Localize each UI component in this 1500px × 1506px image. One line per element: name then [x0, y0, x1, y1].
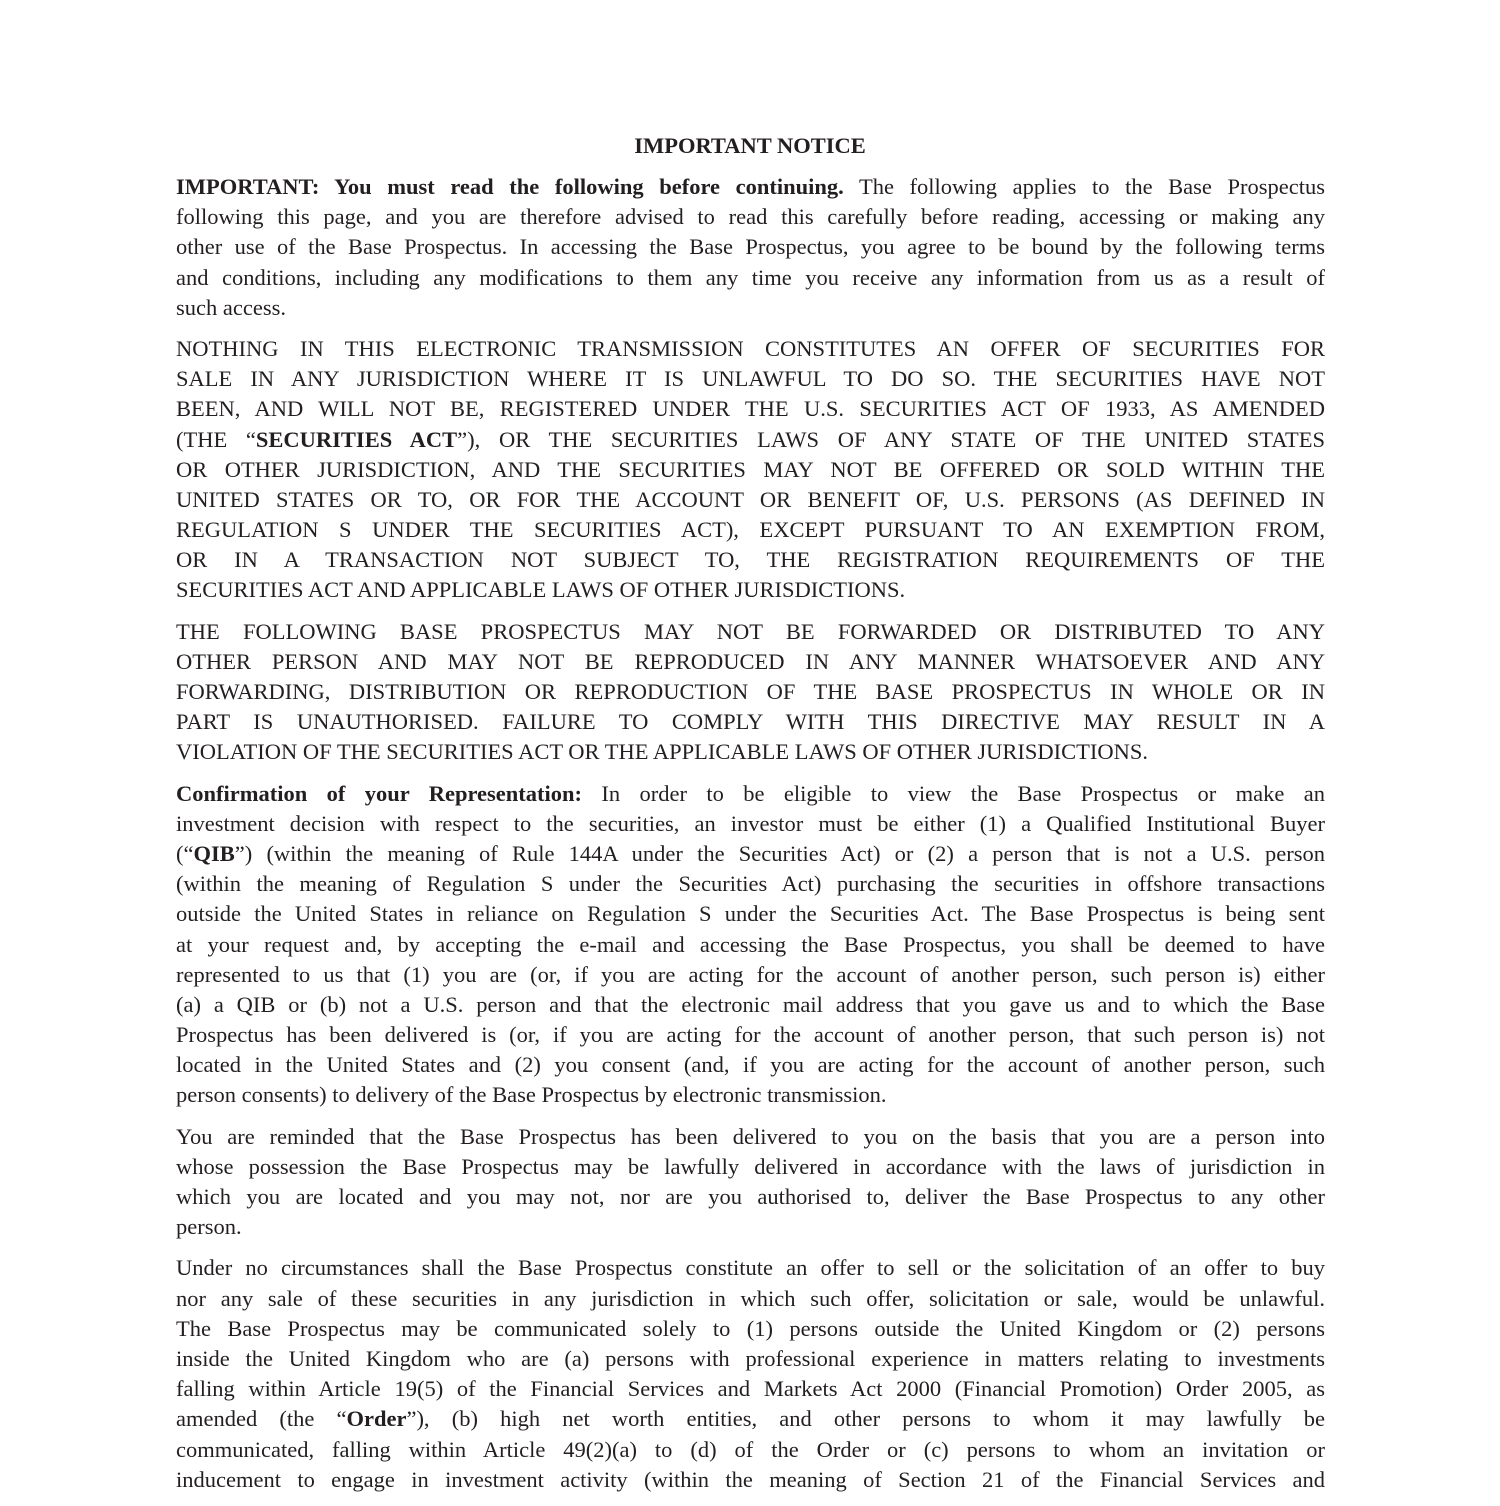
- bold-term: SECURITIES ACT: [255, 426, 458, 452]
- bold-term: QIB: [193, 840, 235, 866]
- text-line: OTHER PERSON AND MAY NOT BE REPRODUCED IN ANY MANNER WHATSOEVER AND ANY: [176, 648, 1325, 674]
- text-run: (“: [176, 840, 194, 866]
- paragraph: [176, 1253, 1325, 1495]
- notice-title: IMPORTANT NOTICE: [634, 133, 866, 158]
- text-line: [176, 425, 1325, 455]
- paragraph: [176, 172, 1325, 323]
- text-run: ”), (b) high net worth entities, and other persons to whom it may lawfully be: [406, 1406, 1325, 1432]
- text-line: PART IS UNAUTHORISED. FAILURE TO COMPLY WITH THIS DIRECTIVE MAY RESULT IN A: [176, 709, 1325, 735]
- text-line: [176, 1404, 1325, 1434]
- text-line: The Base Prospectus may be communicated solely to (1) persons outside the United Kingdom or (2) persons: [176, 1315, 1325, 1341]
- text-line: whose possession the Base Prospectus may be lawfully delivered in accordance with the laws of jurisdiction in: [176, 1153, 1325, 1179]
- text-line: [176, 172, 1325, 202]
- text-line: other use of the Base Prospectus. In accessing the Base Prospectus, you agree to be bound by the following terms: [176, 234, 1325, 260]
- bold-term: Confirmation of your Representation:: [176, 780, 583, 806]
- text-line: UNITED STATES OR TO, OR FOR THE ACCOUNT OR BENEFIT OF, U.S. PERSONS (AS DEFINED IN: [176, 486, 1325, 512]
- text-line: at your request and, by accepting the e-mail and accessing the Base Prospectus, you shall be deemed to have: [176, 931, 1325, 957]
- paragraph: [176, 1122, 1325, 1243]
- text-line: nor any sale of these securities in any jurisdiction in which such offer, solicitation or sale, would be unlawful.: [176, 1285, 1325, 1311]
- bold-term: IMPORTANT: You must read the following before continuing.: [176, 174, 844, 199]
- text-line: REGULATION S UNDER THE SECURITIES ACT), EXCEPT PURSUANT TO AN EXEMPTION FROM,: [176, 517, 1325, 543]
- text-line: VIOLATION OF THE SECURITIES ACT OR THE APPLICABLE LAWS OF OTHER JURISDICTIONS.: [176, 739, 1148, 765]
- text-line: (a) a QIB or (b) not a U.S. person and that the electronic mail address that you gave us and to which the Base: [176, 991, 1325, 1017]
- paragraph: [176, 334, 1325, 606]
- paragraph: [176, 779, 1325, 1111]
- text-line: FORWARDING, DISTRIBUTION OR REPRODUCTION OF THE BASE PROSPECTUS IN WHOLE OR IN: [176, 679, 1325, 704]
- text-run: ”) (within the meaning of Rule 144A under the Securities Act) or (2) a person that is not a U.S. person: [234, 840, 1325, 866]
- text-run: The following applies to the Base Prospectus: [843, 174, 1325, 199]
- text-line: inducement to engage in investment activity (within the meaning of Section 21 of the Financial Services and: [176, 1466, 1325, 1492]
- text-line: which you are located and you may not, nor are you authorised to, deliver the Base Prospectus to any other: [176, 1184, 1325, 1209]
- text-line: Under no circumstances shall the Base Prospectus constitute an offer to sell or the solicitation of an offer to buy: [176, 1255, 1325, 1281]
- text-line: Prospectus has been delivered is (or, if you are acting for the account of another person, that such person is) not: [176, 1022, 1325, 1048]
- text-line: and conditions, including any modifications to them any time you receive any information from us as a result of: [176, 264, 1325, 290]
- bold-term: Order: [346, 1406, 407, 1432]
- text-line: located in the United States and (2) you consent (and, if you are acting for the account of another person, such: [176, 1052, 1325, 1078]
- text-line: person.: [176, 1214, 242, 1240]
- text-line: SALE IN ANY JURISDICTION WHERE IT IS UNLAWFUL TO DO SO. THE SECURITIES HAVE NOT: [176, 366, 1325, 392]
- text-line: outside the United States in reliance on Regulation S under the Securities Act. The Base Prospectus is being sent: [176, 901, 1325, 927]
- notice-body: [176, 172, 1325, 1506]
- text-line: (within the meaning of Regulation S under the Securities Act) purchasing the securities in offshore transactions: [176, 871, 1325, 897]
- text-run: amended (the “: [176, 1406, 347, 1432]
- text-line: You are reminded that the Base Prospectus has been delivered to you on the basis that you are a person into: [176, 1123, 1325, 1149]
- text-line: [176, 839, 1325, 869]
- text-line: OR IN A TRANSACTION NOT SUBJECT TO, THE REGISTRATION REQUIREMENTS OF THE: [176, 547, 1325, 573]
- text-line: BEEN, AND WILL NOT BE, REGISTERED UNDER THE U.S. SECURITIES ACT OF 1933, AS AMENDED: [176, 396, 1325, 422]
- paragraph: [176, 617, 1325, 768]
- text-line: NOTHING IN THIS ELECTRONIC TRANSMISSION CONSTITUTES AN OFFER OF SECURITIES FOR: [176, 335, 1325, 361]
- text-line: OR OTHER JURISDICTION, AND THE SECURITIES MAY NOT BE OFFERED OR SOLD WITHIN THE: [176, 456, 1325, 482]
- text-line: [176, 779, 1325, 809]
- text-line: such access.: [176, 294, 286, 320]
- text-line: THE FOLLOWING BASE PROSPECTUS MAY NOT BE FORWARDED OR DISTRIBUTED TO ANY: [176, 618, 1325, 644]
- text-line: communicated, falling within Article 49(2)(a) to (d) of the Order or (c) persons to whom an invitation or: [176, 1436, 1325, 1462]
- text-line: person consents) to delivery of the Base Prospectus by electronic transmission.: [176, 1082, 887, 1108]
- text-run: ”), OR THE SECURITIES LAWS OF ANY STATE OF THE UNITED STATES: [457, 426, 1325, 452]
- text-line: falling within Article 19(5) of the Financial Services and Markets Act 2000 (Financial Promotion) Order 2005, as: [176, 1376, 1325, 1402]
- text-run: (THE “: [176, 426, 256, 452]
- text-run: In order to be eligible to view the Base Prospectus or make an: [582, 780, 1325, 806]
- text-line: SECURITIES ACT AND APPLICABLE LAWS OF OTHER JURISDICTIONS.: [176, 577, 906, 603]
- text-line: investment decision with respect to the securities, an investor must be either (1) a Qualified Institutional Buyer: [176, 810, 1325, 836]
- text-line: following this page, and you are therefore advised to read this carefully before reading, accessing or making any: [176, 204, 1325, 230]
- text-line: inside the United Kingdom who are (a) persons with professional experience in matters relating to investments: [176, 1345, 1325, 1371]
- text-line: represented to us that (1) you are (or, if you are acting for the account of another person, such person is) either: [176, 961, 1325, 987]
